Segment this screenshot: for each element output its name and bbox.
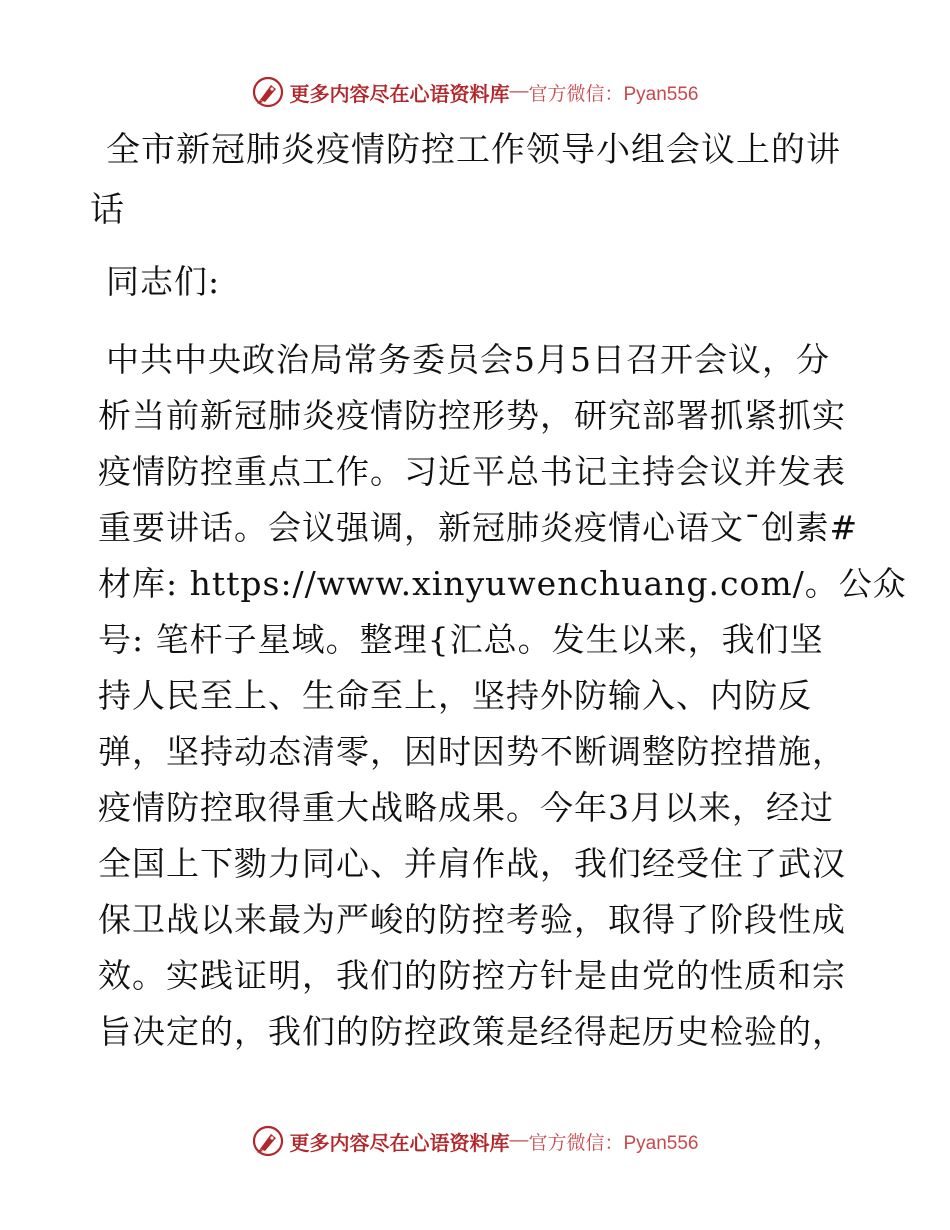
paragraph-line: 全国上下勠力同心、并肩作战，我们经受住了武汉 [98, 844, 846, 883]
paragraph-line: 重要讲话。会议强调，新冠肺炎疫情心语文¯创素# [98, 508, 859, 547]
speech-paragraph [98, 332, 907, 1060]
watermark-contact: 官方微信：Pyan556 [528, 83, 699, 105]
paragraph-line: 弹，坚持动态清零，因时因势不断调整防控措施， [98, 732, 846, 771]
paragraph-line: 效。实践证明，我们的防控方针是由党的性质和宗 [98, 956, 846, 995]
title-line: 话 [90, 190, 125, 230]
watermark-brand: 更多内容尽在心语资料库 [289, 1130, 510, 1155]
pen-nib-logo-icon [251, 1124, 285, 1158]
paragraph-line: 保卫战以来最为严峻的防控考验，取得了阶段性成 [98, 900, 846, 939]
paragraph-line: 号: 笔杆子星域。整理{汇总。发生以来，我们坚 [98, 620, 824, 659]
watermark-separator: — [509, 1130, 529, 1151]
paragraph-line: 材库: https://www.xinyuwenchuang.com/。公众 [98, 564, 907, 603]
paragraph-line: 疫情防控取得重大战略成果。今年3月以来，经过 [98, 788, 834, 827]
watermark-brand: 更多内容尽在心语资料库 [289, 81, 510, 106]
document-title [90, 120, 858, 240]
pen-nib-logo-icon [251, 75, 285, 109]
paragraph-line: 疫情防控重点工作。习近平总书记主持会议并发表 [98, 452, 846, 491]
paragraph-line: 旨决定的，我们的防控政策是经得起历史检验的， [98, 1012, 846, 1051]
watermark-separator: — [509, 81, 529, 102]
paragraph-line: 中共中央政治局常务委员会5月5日召开会议，分 [106, 340, 830, 379]
document-body [90, 120, 907, 1060]
paragraph-line: 持人民至上、生命至上，坚持外防输入、内防反 [98, 676, 812, 715]
watermark-contact: 官方微信：Pyan556 [528, 1132, 699, 1154]
title-line: 全市新冠肺炎疫情防控工作领导小组会议上的讲 [106, 130, 841, 170]
header-watermark [0, 72, 950, 112]
salutation: 同志们: [106, 262, 221, 301]
paragraph-line: 析当前新冠肺炎疫情防控形势，研究部署抓紧抓实 [98, 396, 846, 435]
footer-watermark [0, 1121, 950, 1161]
